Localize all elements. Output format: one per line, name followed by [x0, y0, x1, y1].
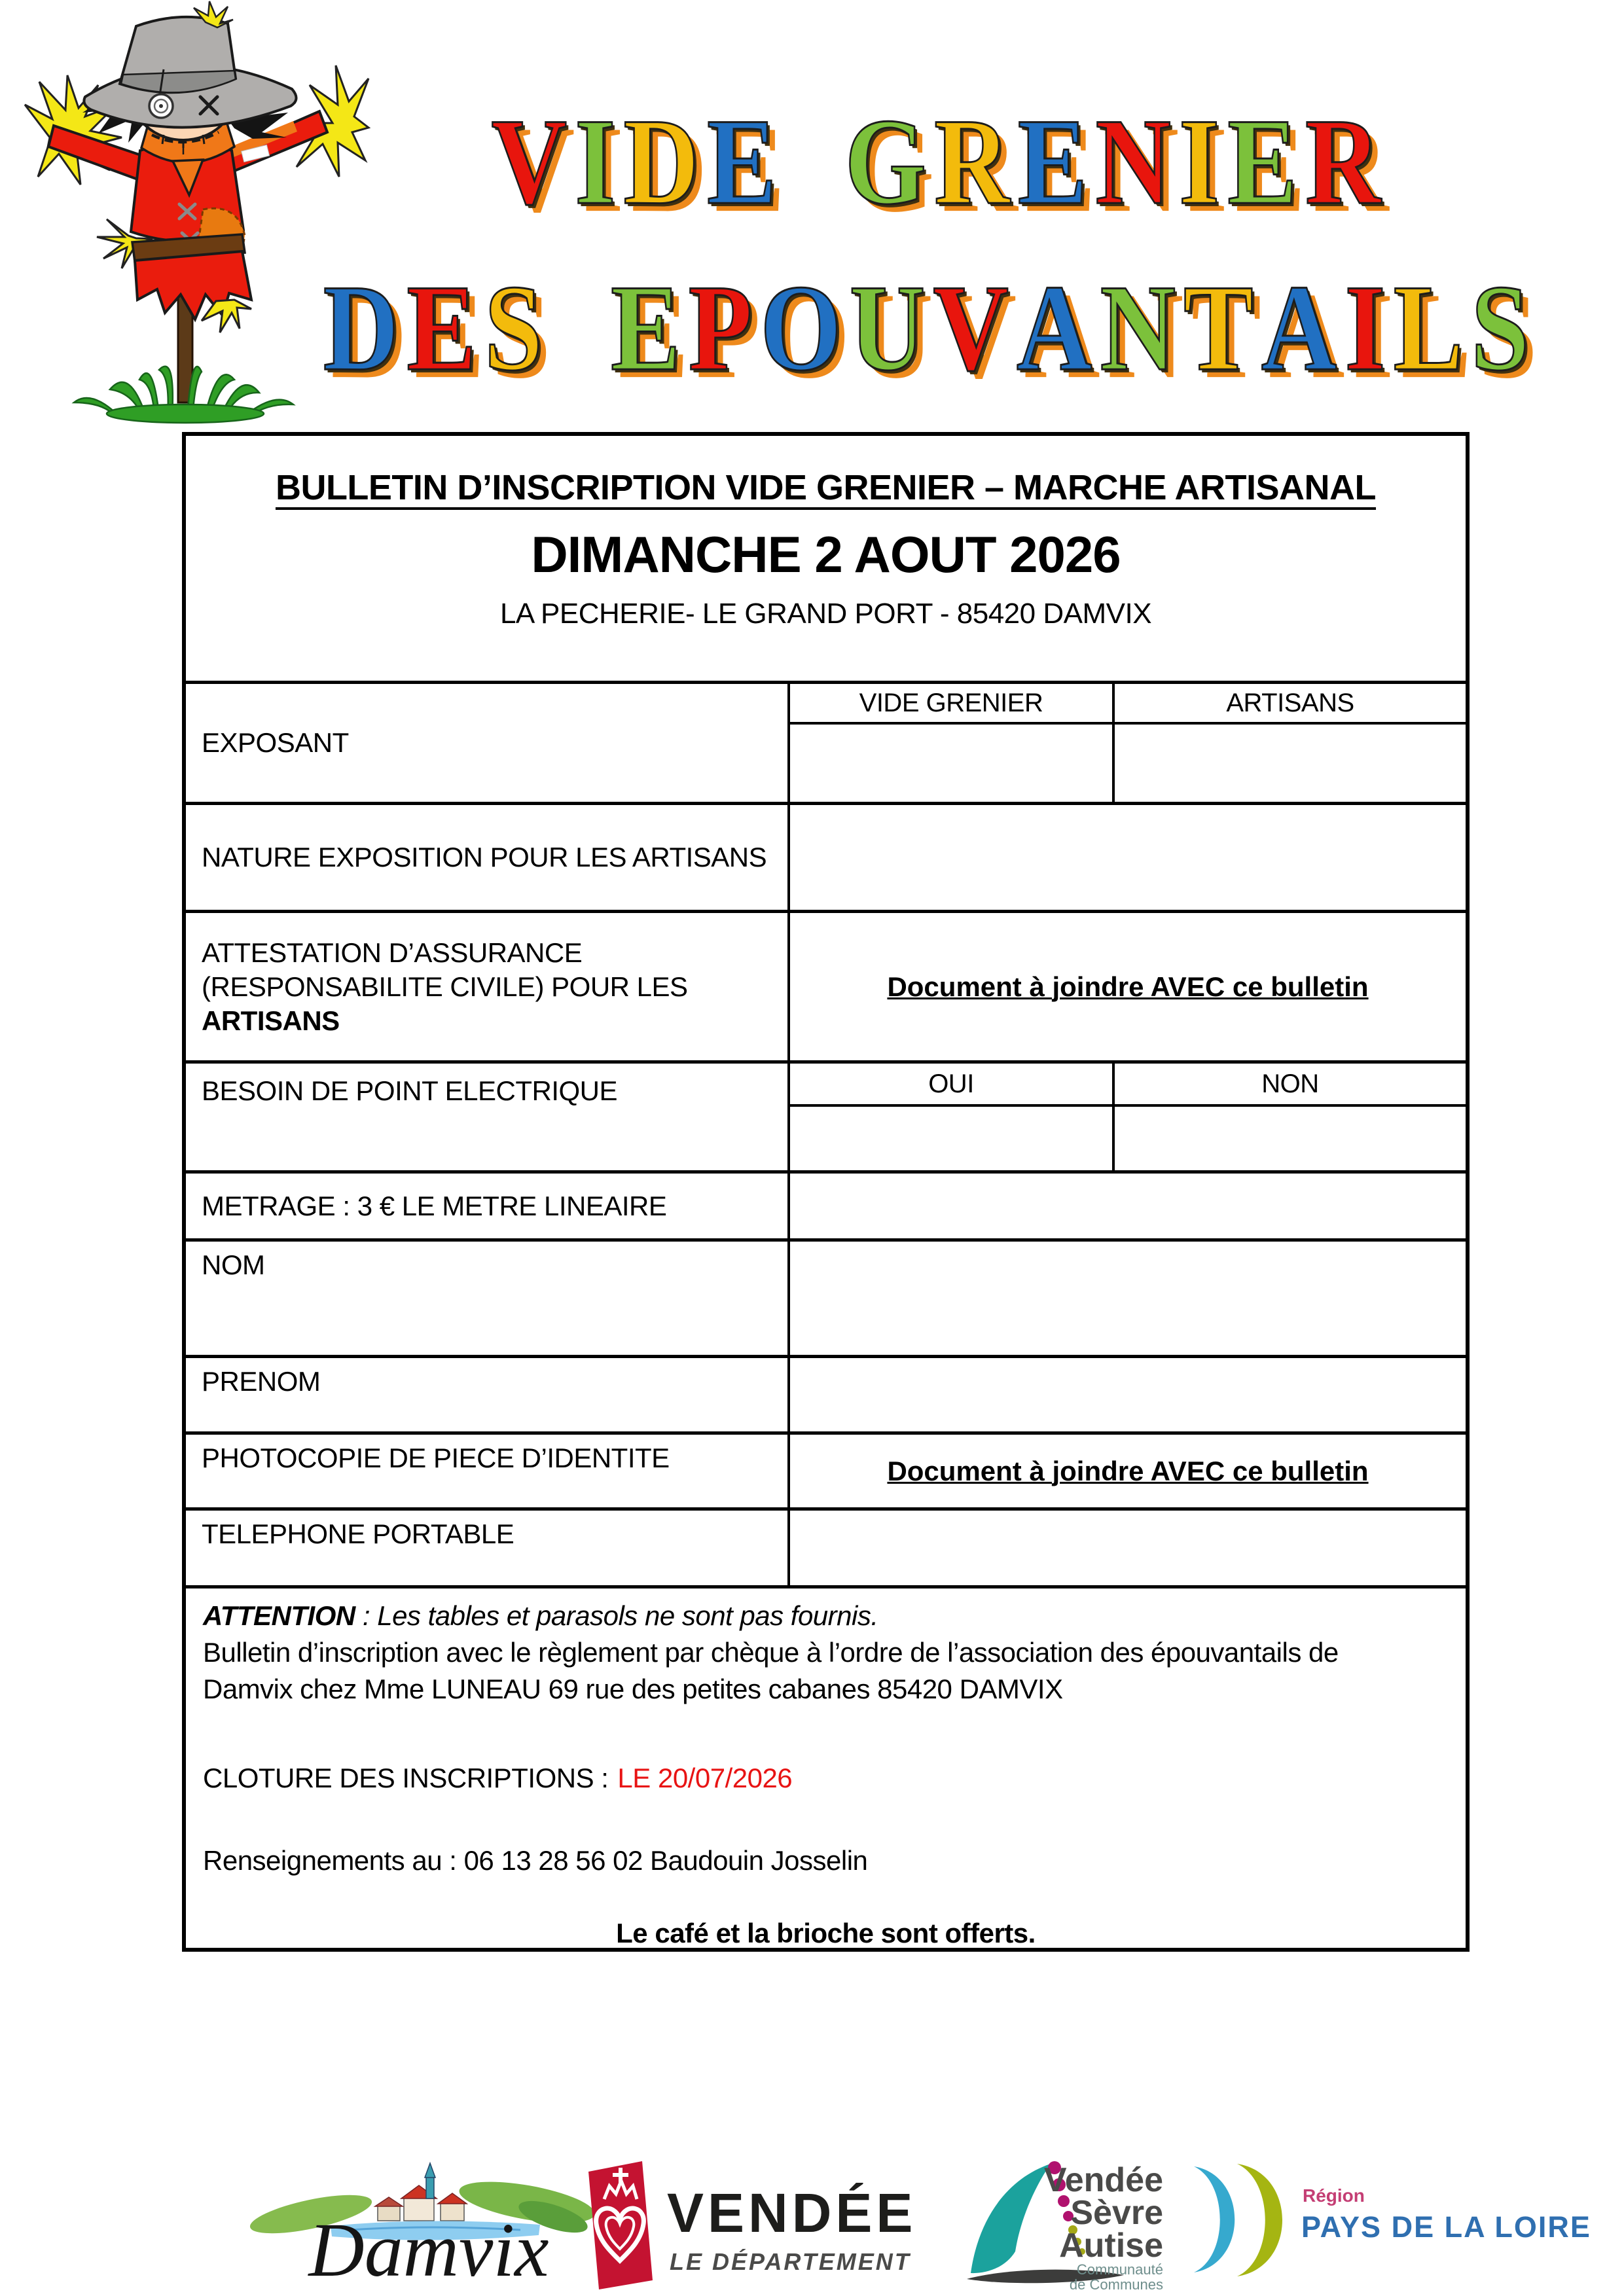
banner-letter: V: [933, 259, 1009, 397]
cloture-line: [203, 1760, 1449, 1797]
cell-exposant-vide-grenier: [790, 725, 1112, 802]
banner-title-line2: [242, 257, 1610, 399]
payment-line1: Bulletin d’inscription avec le règlement par chèque à l’ordre de l’association des épouvantails de: [203, 1637, 1339, 1668]
vsa-subtitle1: Communauté: [1076, 2261, 1163, 2278]
photocopie-document-note: Document à joindre AVEC ce bulletin: [887, 1455, 1369, 1486]
attestation-line2: (RESPONSABILITE CIVILE) POUR LES: [202, 971, 688, 1002]
attention-label: ATTENTION: [203, 1600, 355, 1631]
label-nature-exposition: NATURE EXPOSITION POUR LES ARTISANS: [186, 805, 790, 910]
col-header-vide-grenier: VIDE GRENIER: [790, 684, 1112, 725]
label-attestation: [186, 913, 790, 1060]
cell-exposant-artisans: [1115, 725, 1466, 802]
vendee-wordmark: VENDÉE: [667, 2182, 917, 2244]
row-prenom: [186, 1358, 1466, 1435]
label-besoin-electrique: BESOIN DE POINT ELECTRIQUE: [186, 1064, 790, 1170]
label-nom: NOM: [186, 1242, 790, 1355]
payment-line2: Damvix chez Mme LUNEAU 69 rue des petites cabanes 85420 DAMVIX: [203, 1674, 1063, 1704]
col-header-artisans: ARTISANS: [1115, 684, 1466, 725]
pdl-wordmark: PAYS DE LA LOIRE: [1301, 2210, 1591, 2244]
cell-nom: [790, 1242, 1466, 1355]
banner-letter: N: [1095, 92, 1171, 230]
pdl-blue-crescent: [1194, 2166, 1235, 2272]
banner-letter: U: [849, 259, 926, 397]
vsa-swoosh: [971, 2164, 1051, 2273]
notes-section: [186, 1588, 1466, 1948]
cell-metrage: [790, 1174, 1466, 1238]
form-header: [186, 436, 1466, 681]
cell-attestation: [790, 913, 1466, 1060]
exposant-columns: [790, 684, 1466, 802]
banner-letter: E: [1227, 92, 1297, 230]
banner-letter: E: [1017, 92, 1088, 230]
banner-letter: V: [491, 92, 568, 230]
cell-besoin-non: [1115, 1107, 1466, 1170]
pdl-region-label: Région: [1303, 2185, 1365, 2206]
cell-telephone: [790, 1511, 1466, 1585]
attestation-line1: ATTESTATION D’ASSURANCE: [202, 937, 583, 968]
attention-text: : Les tables et parasols ne sont pas fournis.: [355, 1600, 878, 1631]
vsa-line2: Sèvre: [1070, 2194, 1163, 2232]
banner-letter: E: [406, 259, 477, 397]
attestation-line3: ARTISANS: [202, 1005, 340, 1036]
banner-letter: I: [1178, 92, 1220, 230]
form-date: DIMANCHE 2 AOUT 2026: [531, 526, 1121, 583]
footer-note: Le café et la brioche sont offerts.: [616, 1918, 1036, 1948]
form-table: [186, 681, 1466, 1588]
cloture-label: CLOTURE DES INSCRIPTIONS :: [203, 1763, 609, 1793]
partner-logos: [0, 2130, 1624, 2296]
form-location: LA PECHERIE- LE GRAND PORT - 85420 DAMVIX: [499, 598, 1152, 630]
pays-de-la-loire-logo: [1160, 2160, 1591, 2284]
label-photocopie: PHOTOCOPIE DE PIECE D’IDENTITE: [186, 1435, 790, 1507]
registration-form: [182, 432, 1470, 1952]
banner-letter: E: [610, 259, 681, 397]
besoin-columns: [790, 1064, 1466, 1170]
cell-nature-exposition: [790, 805, 1466, 910]
col-non: [1115, 1064, 1466, 1170]
damvix-wordmark: Damvix: [308, 2207, 549, 2293]
col-header-oui: OUI: [790, 1064, 1112, 1107]
cell-photocopie: [790, 1435, 1466, 1507]
vendee-logo: [579, 2159, 943, 2293]
banner-letter: P: [688, 259, 753, 397]
banner-letter: S: [1471, 259, 1530, 397]
pdl-green-crescent: [1237, 2164, 1282, 2276]
banner-letter: R: [1305, 92, 1381, 230]
vsa-line1: Vendée: [1043, 2161, 1163, 2199]
banner-letter: G: [844, 92, 927, 230]
banner-letter: T: [1183, 259, 1254, 397]
banner-letter: I: [575, 92, 616, 230]
banner-letter: D: [323, 259, 399, 397]
attestation-document-note: Document à joindre AVEC ce bulletin: [887, 971, 1369, 1002]
row-nom: [186, 1242, 1466, 1358]
cloture-date: LE 20/07/2026: [617, 1763, 793, 1793]
vsa-line3: Autise: [1059, 2227, 1163, 2265]
banner: [0, 0, 1624, 432]
banner-letter: D: [623, 92, 699, 230]
label-exposant: EXPOSANT: [186, 684, 790, 802]
banner-letter: R: [934, 92, 1010, 230]
banner-letter: L: [1393, 259, 1464, 397]
label-prenom: PRENOM: [186, 1358, 790, 1431]
form-title: BULLETIN D’INSCRIPTION VIDE GRENIER – MARCHE ARTISANAL: [275, 468, 1377, 507]
label-telephone: TELEPHONE PORTABLE: [186, 1511, 790, 1585]
banner-letter: E: [706, 92, 777, 230]
row-telephone: [186, 1511, 1466, 1588]
banner-letter: A: [1016, 259, 1092, 397]
banner-letter: N: [1100, 259, 1176, 397]
button-eye-icon: [149, 94, 173, 118]
cell-besoin-oui: [790, 1107, 1112, 1170]
banner-letter: S: [484, 259, 543, 397]
row-besoin-electrique: [186, 1064, 1466, 1174]
contact-line: Renseignements au : 06 13 28 56 02 Baudouin Josselin: [203, 1845, 868, 1876]
banner-letter: I: [1344, 259, 1386, 397]
col-oui: [790, 1064, 1115, 1170]
label-metrage: METRAGE : 3 € LE METRE LINEAIRE: [186, 1174, 790, 1238]
banner-title-line1: [393, 90, 1479, 233]
row-metrage: [186, 1174, 1466, 1242]
vendee-sevre-autise-logo: [952, 2139, 1172, 2295]
vsa-subtitle2: de Communes: [1069, 2276, 1163, 2293]
vendee-subtitle: LE DÉPARTEMENT: [670, 2248, 911, 2275]
col-artisans: [1115, 684, 1466, 802]
row-attestation: [186, 913, 1466, 1064]
attention-line: [203, 1598, 1449, 1634]
row-photocopie: [186, 1435, 1466, 1511]
col-vide-grenier: [790, 684, 1115, 802]
row-nature-exposition: [186, 805, 1466, 913]
banner-letter: O: [760, 259, 842, 397]
cell-prenom: [790, 1358, 1466, 1431]
banner-letter: A: [1261, 259, 1337, 397]
col-header-non: NON: [1115, 1064, 1466, 1107]
row-exposant: [186, 684, 1466, 805]
